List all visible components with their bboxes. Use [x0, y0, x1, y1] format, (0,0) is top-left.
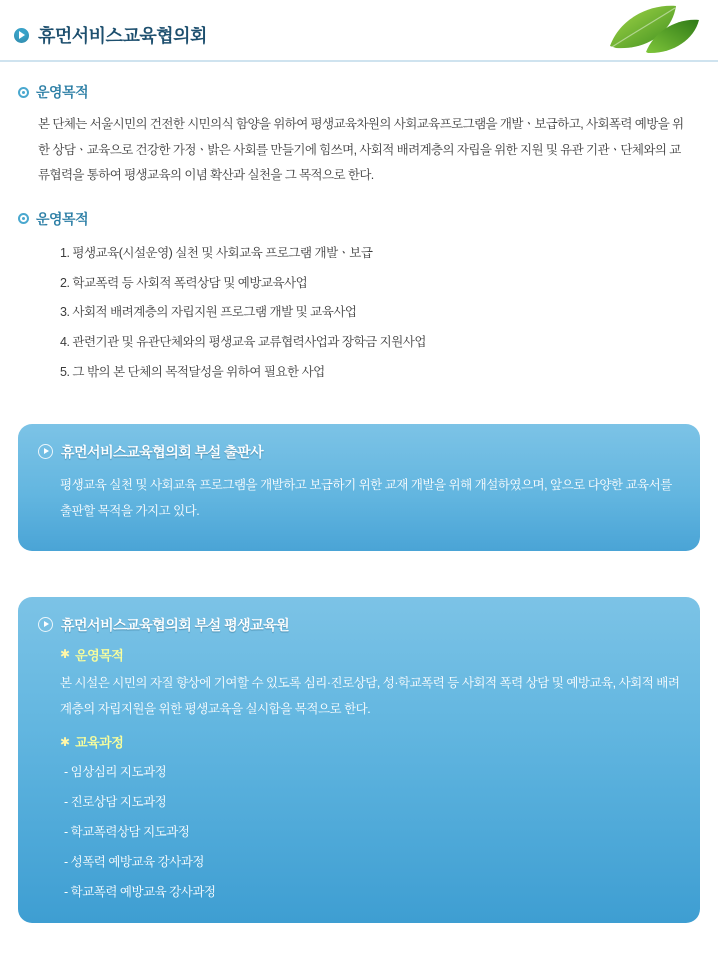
- section-title: 운영목적: [36, 84, 89, 100]
- ring-bullet-icon: [18, 87, 29, 98]
- section-paragraph: 본 단체는 서울시민의 건전한 시민의식 함양을 위하여 평생교육차원의 사회교육프로그램을 개발ㆍ보급하고, 사회폭력 예방을 위한 상담ㆍ교육으로 건강한 가정ㆍ밝은 사회를 만들기에 힘쓰며, 사회적 배려계층의 자립을 위한 지원 및 유관 기관ㆍ단체와의 교류협력을 통하여 평생교육의 이념 확산과 실천을 그 목적으로 한다.: [38, 117, 684, 183]
- panel-lifelong-education-center: [18, 597, 700, 923]
- panel-subtitle: 운영목적: [75, 647, 124, 663]
- list-item: 그 밖의 본 단체의 목적달성을 위하여 필요한 사업: [72, 364, 325, 379]
- panel-heading: [38, 615, 680, 635]
- list-item: 평생교육(시설운영) 실천 및 사회교육 프로그램 개발ㆍ보급: [72, 245, 373, 260]
- section-title: 운영목적: [36, 210, 89, 227]
- panel-subtitle: 교육과정: [75, 735, 124, 751]
- panel-paragraph: 평생교육 실천 및 사회교육 프로그램을 개발하고 보급하기 위한 교재 개발을 위해 개설하였으며, 앞으로 다양한 교육서를 출판할 목적을 가지고 있다.: [60, 477, 672, 518]
- panel-heading: [38, 442, 680, 462]
- panel-title: 휴먼서비스교육협의회 부설 출판사: [61, 443, 264, 460]
- list-item: - 학교폭력 예방교육 강사과정: [64, 877, 680, 907]
- section-heading: [18, 82, 700, 102]
- list-item: 관련기관 및 유관단체와의 평생교육 교류협력사업과 장학금 지원사업: [72, 335, 426, 350]
- panel-subheading-purpose: [38, 645, 680, 664]
- green-leaf-icon: [602, 2, 702, 54]
- panel-paragraph: 본 시설은 시민의 자질 향상에 기여할 수 있도록 심리·진로상담, 성·학교폭력 등 사회적 폭력 상담 및 예방교육, 사회적 배려계층의 자립지원을 위한 평생교육을 실시함을 목적으로 한다.: [60, 675, 680, 716]
- list-item: 학교폭력 등 사회적 폭력상담 및 예방교육사업: [72, 275, 308, 290]
- panel-subheading-courses: [38, 732, 680, 751]
- play-circle-icon: [38, 617, 53, 632]
- course-list: [38, 757, 680, 907]
- play-circle-icon: [14, 28, 29, 43]
- numbered-list: [18, 239, 700, 388]
- panel-title: 휴먼서비스교육협의회 부설 평생교육원: [61, 616, 290, 633]
- section-operation-purpose-list: [0, 209, 718, 388]
- star-bullet-icon: ✱: [60, 734, 71, 749]
- list-item: - 임상심리 지도과정: [64, 757, 680, 787]
- list-item: - 진로상담 지도과정: [64, 787, 680, 817]
- panel-publisher: [18, 424, 700, 551]
- ring-bullet-icon: [18, 213, 29, 224]
- star-bullet-icon: ✱: [60, 647, 71, 662]
- section-operation-purpose: [0, 82, 718, 189]
- list-item: 사회적 배려계층의 자립지원 프로그램 개발 및 교육사업: [72, 305, 357, 320]
- section-heading: [18, 209, 700, 229]
- play-circle-icon: [38, 444, 53, 459]
- list-item: - 성폭력 예방교육 강사과정: [64, 847, 680, 877]
- page-header: [0, 0, 718, 62]
- list-item: - 학교폭력상담 지도과정: [64, 817, 680, 847]
- page-title: 휴먼서비스교육협의회: [38, 26, 207, 46]
